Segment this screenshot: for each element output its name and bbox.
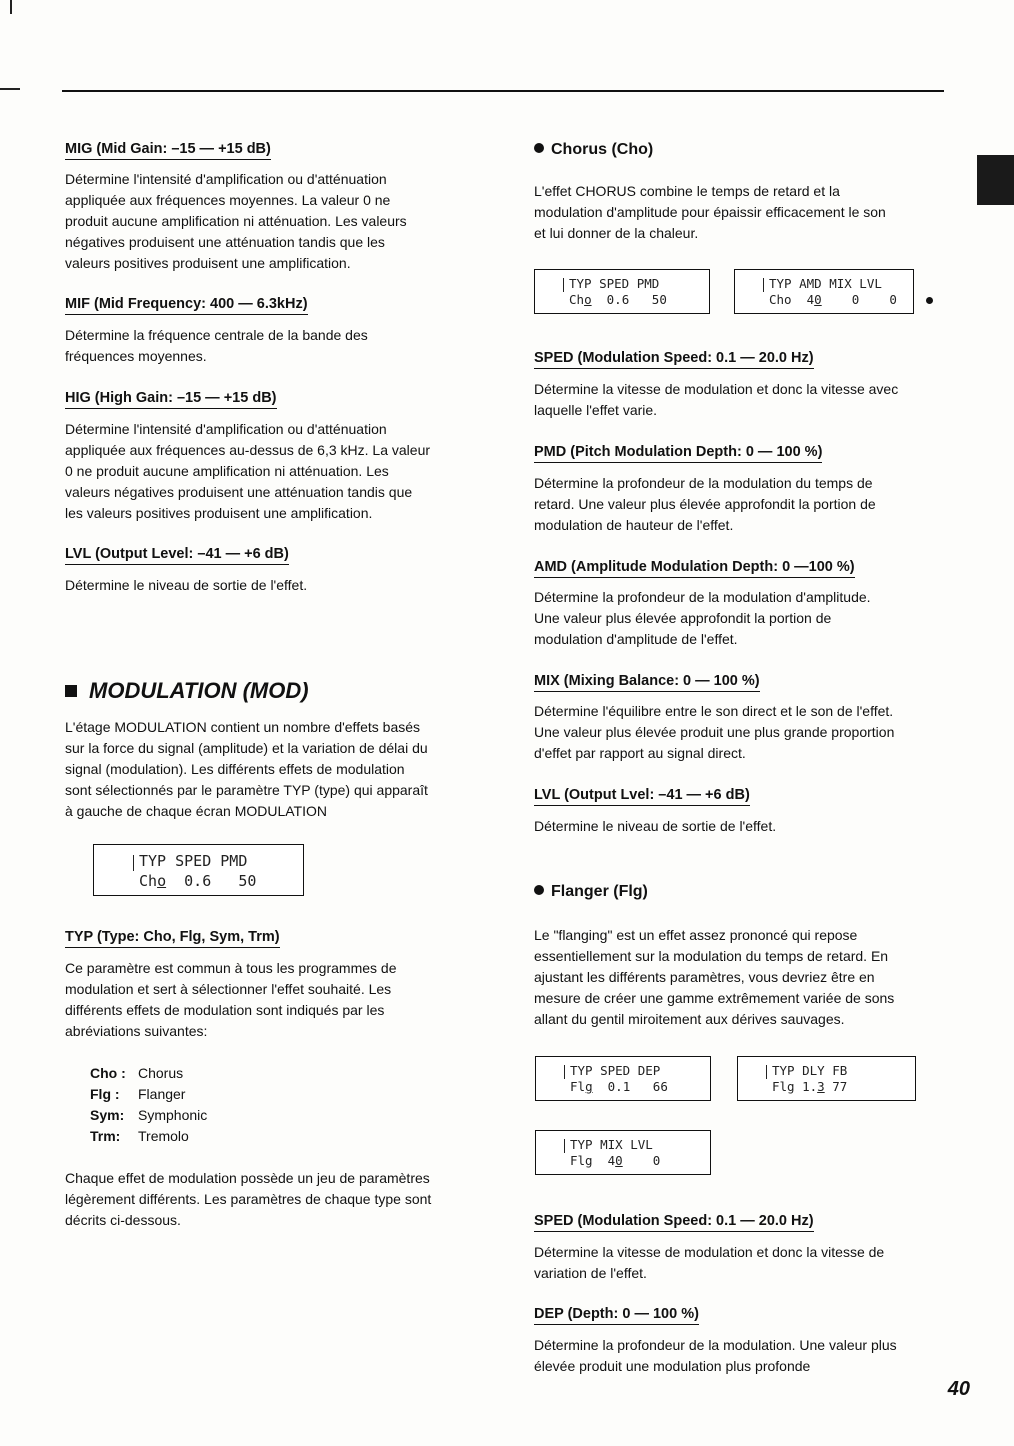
text-line: d'effet par rapport au signal direct. xyxy=(534,745,746,761)
lcd-display xyxy=(535,1130,711,1175)
text-line: sont sélectionnés par le paramètre TYP (type) qui apparaît xyxy=(65,782,428,798)
abbr-value: Symphonic xyxy=(138,1107,208,1123)
text-line: Détermine la profondeur de la modulation d'amplitude. xyxy=(534,589,871,605)
lcd-row xyxy=(570,1079,668,1094)
list-item xyxy=(90,1084,207,1105)
text-line: Détermine la vitesse de modulation et donc la vitesse de xyxy=(534,1244,885,1260)
sped-description xyxy=(534,379,898,421)
lcd-cursor-icon xyxy=(563,278,564,292)
abbr-key: Trm: xyxy=(90,1128,121,1144)
lcd-cursor-icon xyxy=(564,1139,565,1153)
bullet-icon xyxy=(926,297,933,304)
abbr-key: Sym: xyxy=(90,1107,125,1123)
lcd-text: Cho 4 xyxy=(769,292,815,307)
lcd-text: 0.1 66 xyxy=(592,1079,668,1094)
lcd-text: 0 0 xyxy=(821,292,897,307)
lcd-row xyxy=(139,872,256,890)
abbreviation-list xyxy=(90,1063,207,1147)
text-line: appliquée aux fréquences au-dessus de 6,3 kHz. La valeur xyxy=(65,442,431,458)
mif-heading: MIF (Mid Frequency: 400 — 6.3kHz) xyxy=(65,295,308,315)
sped2-heading: SPED (Modulation Speed: 0.1 — 20.0 Hz) xyxy=(534,1212,814,1232)
lvl-heading: LVL (Output Lvel: –41 — +6 dB) xyxy=(534,786,750,806)
amd-heading: AMD (Amplitude Modulation Depth: 0 —100 %) xyxy=(534,558,855,578)
text-line: signal (modulation). Les différents effets de modulation xyxy=(65,761,405,777)
bullet-icon xyxy=(534,885,544,895)
lcd-underlined-value: 0 xyxy=(615,1153,623,1168)
pmd-description xyxy=(534,473,876,536)
modulation-section-title xyxy=(65,678,309,704)
lcd-display xyxy=(734,269,914,314)
text-line: modulation d'amplitude pour épaissir efficacement le son xyxy=(534,204,886,220)
section-title-text: MODULATION (MOD) xyxy=(89,678,309,703)
lcd-cursor-icon xyxy=(133,855,134,871)
pmd-heading: PMD (Pitch Modulation Depth: 0 — 100 %) xyxy=(534,443,822,463)
text-line: mesure de créer une gamme extrêmement variée de sons xyxy=(534,990,895,1006)
text-line: L'étage MODULATION contient un nombre d'effets basés xyxy=(65,719,421,735)
text-line: allant du gentil miroitement aux dérives sauvages. xyxy=(534,1011,845,1027)
text-line: Détermine l'intensité d'amplification ou d'atténuation xyxy=(65,171,387,187)
list-item xyxy=(90,1105,207,1126)
text-line: Ce paramètre est commun à tous les programmes de xyxy=(65,960,397,976)
margin-tick xyxy=(0,88,20,90)
text-line: appliquée aux fréquences moyennes. La valeur 0 ne xyxy=(65,192,391,208)
text-line: décrits ci-dessous. xyxy=(65,1212,181,1228)
lcd-display xyxy=(534,269,710,314)
lcd-row: TYP MIX LVL xyxy=(570,1137,653,1152)
thumb-index-tab xyxy=(977,155,1014,205)
mif-description xyxy=(65,325,368,367)
text-line: légèrement différents. Les paramètres de chaque type sont xyxy=(65,1191,432,1207)
typ-description xyxy=(65,958,396,1042)
lcd-row xyxy=(769,292,897,307)
text-line: fréquences moyennes. xyxy=(65,348,207,364)
dep-heading: DEP (Depth: 0 — 100 %) xyxy=(534,1305,699,1325)
header-rule xyxy=(62,90,944,92)
abbr-value: Chorus xyxy=(138,1065,184,1081)
modulation-intro xyxy=(65,717,428,822)
text-line: Détermine la profondeur de la modulation du temps de xyxy=(534,475,873,491)
mig-heading: MIG (Mid Gain: –15 — +15 dB) xyxy=(65,140,271,160)
text-line: négatives produisent une atténuation tandis que les xyxy=(65,234,385,250)
crop-mark xyxy=(10,0,12,14)
list-item xyxy=(90,1063,207,1084)
dep-description xyxy=(534,1335,897,1377)
text-line: laquelle l'effet varie. xyxy=(534,402,658,418)
text-line: valeurs négatives produisent une atténuation tandis que xyxy=(65,484,413,500)
text-line: modulation d'amplitude de l'effet. xyxy=(534,631,738,647)
lcd-row: TYP SPED PMD xyxy=(569,276,660,291)
sub-heading-text: Chorus (Cho) xyxy=(551,141,654,158)
lcd-display xyxy=(737,1056,916,1101)
lvl-heading: LVL (Output Level: –41 — +6 dB) xyxy=(65,545,289,565)
hig-heading: HIG (High Gain: –15 — +15 dB) xyxy=(65,389,277,409)
lcd-underlined-value: 3 xyxy=(817,1079,825,1094)
text-line: ajustant les différents paramètres, vous devriez être en xyxy=(534,969,875,985)
flanger-heading xyxy=(534,883,648,901)
lcd-display xyxy=(535,1056,711,1101)
lcd-row xyxy=(772,1079,847,1094)
flanger-description xyxy=(534,925,894,1030)
text-line: modulation et sert à sélectionner l'effet souhaité. Les xyxy=(65,981,392,997)
abbr-key: Flg : xyxy=(90,1086,120,1102)
typ-closing xyxy=(65,1168,431,1231)
lcd-text: 0 xyxy=(622,1153,661,1168)
text-line: différents effets de modulation sont indiqués par les xyxy=(65,1002,385,1018)
sub-heading-text: Flanger (Flg) xyxy=(551,883,648,900)
text-line: Détermine le niveau de sortie de l'effet. xyxy=(534,818,777,834)
lcd-underlined-value: g xyxy=(585,1079,593,1094)
lcd-row xyxy=(570,1153,660,1168)
text-line: Détermine l'équilibre entre le son direct et le son de l'effet. xyxy=(534,703,894,719)
lcd-text: Fl xyxy=(570,1079,586,1094)
sped-heading: SPED (Modulation Speed: 0.1 — 20.0 Hz) xyxy=(534,349,814,369)
hig-description xyxy=(65,419,430,524)
lcd-display xyxy=(93,844,304,896)
abbr-value: Tremolo xyxy=(138,1128,189,1144)
lcd-text: 0.6 50 xyxy=(591,292,667,307)
text-line: Détermine la vitesse de modulation et donc la vitesse avec xyxy=(534,381,899,397)
lcd-row: TYP DLY FB xyxy=(772,1063,848,1078)
text-line: essentiellement sur la modulation du temps de retard. En xyxy=(534,948,889,964)
lcd-cursor-icon xyxy=(766,1065,767,1079)
text-line: à gauche de chaque écran MODULATION xyxy=(65,803,327,819)
text-line: abréviations suivantes: xyxy=(65,1023,208,1039)
chorus-heading xyxy=(534,141,653,159)
amd-description xyxy=(534,587,871,650)
chorus-description xyxy=(534,181,886,244)
text-line: L'effet CHORUS combine le temps de retard et la xyxy=(534,183,840,199)
text-line: sur la force du signal (amplitude) et la variation de délai du xyxy=(65,740,428,756)
text-line: Détermine la profondeur de la modulation. Une valeur plus xyxy=(534,1337,897,1353)
abbr-key: Cho : xyxy=(90,1065,126,1081)
text-line: et lui donner de la chaleur. xyxy=(534,225,699,241)
lcd-cursor-icon xyxy=(763,278,764,292)
lcd-row: TYP SPED PMD xyxy=(139,852,248,870)
page-number: 40 xyxy=(947,1378,970,1400)
lvl-description xyxy=(65,575,307,596)
text-line: élevée produit une modulation plus profonde xyxy=(534,1358,811,1374)
lcd-underlined-value: 0 xyxy=(814,292,822,307)
lcd-text: 0.6 50 xyxy=(166,872,257,890)
text-line: valeurs positives produisent une amplification. xyxy=(65,255,351,271)
square-bullet-icon xyxy=(65,685,77,697)
lcd-text: 77 xyxy=(824,1079,848,1094)
lcd-row: TYP AMD MIX LVL xyxy=(769,276,882,291)
lcd-text: Flg 4 xyxy=(570,1153,616,1168)
mig-description xyxy=(65,169,407,274)
lcd-row: TYP SPED DEP xyxy=(570,1063,661,1078)
typ-heading: TYP (Type: Cho, Flg, Sym, Trm) xyxy=(65,928,280,948)
text-line: Une valeur plus élevée produit une plus grande proportion xyxy=(534,724,895,740)
lcd-text: Flg 1. xyxy=(772,1079,818,1094)
text-line: Une valeur plus élevée approfondit la portion de xyxy=(534,610,832,626)
lcd-underlined-value: o xyxy=(584,292,592,307)
text-line: Détermine le niveau de sortie de l'effet. xyxy=(65,577,308,593)
sped2-description xyxy=(534,1242,884,1284)
lcd-underlined-value: o xyxy=(157,872,167,890)
text-line: variation de l'effet. xyxy=(534,1265,647,1281)
lcd-text: Ch xyxy=(139,872,158,890)
lcd-row xyxy=(569,292,667,307)
lcd-cursor-icon xyxy=(564,1065,565,1079)
list-item xyxy=(90,1126,207,1147)
text-line: les valeurs positives produisent une amplification. xyxy=(65,505,373,521)
text-line: 0 ne produit aucune amplification ni atténuation. Les xyxy=(65,463,389,479)
text-line: produit aucune amplification ni atténuation. Les valeurs xyxy=(65,213,407,229)
lvl-description xyxy=(534,816,776,837)
text-line: modulation de hauteur de l'effet. xyxy=(534,517,734,533)
text-line: Détermine la fréquence centrale de la bande des xyxy=(65,327,368,343)
abbr-value: Flanger xyxy=(138,1086,186,1102)
mix-description xyxy=(534,701,894,764)
mix-heading: MIX (Mixing Balance: 0 — 100 %) xyxy=(534,672,760,692)
text-line: Détermine l'intensité d'amplification ou d'atténuation xyxy=(65,421,387,437)
lcd-text: Ch xyxy=(569,292,585,307)
bullet-icon xyxy=(534,143,544,153)
text-line: Chaque effet de modulation possède un jeu de paramètres xyxy=(65,1170,430,1186)
text-line: retard. Une valeur plus élevée approfondit la portion de xyxy=(534,496,876,512)
text-line: Le "flanging" est un effet assez prononcé qui repose xyxy=(534,927,858,943)
